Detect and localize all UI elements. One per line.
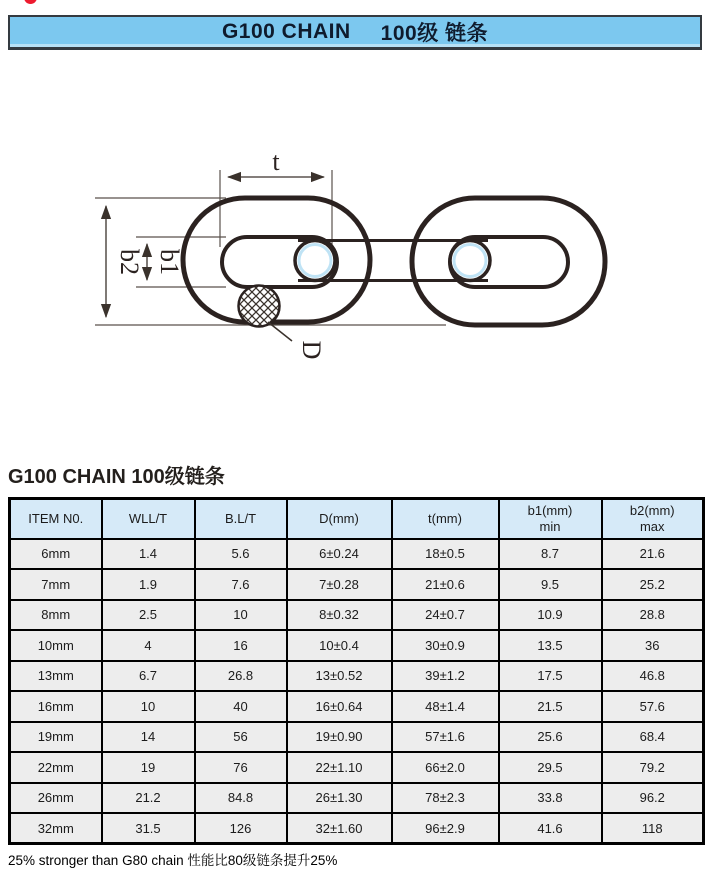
dim-label-d: D	[297, 340, 326, 360]
header-cell-wll	[102, 499, 195, 539]
table-cell: 32mm	[10, 813, 102, 844]
table-cell: 6mm	[10, 539, 102, 570]
table-cell: 39±1.2	[392, 661, 499, 692]
footer-note: 25% stronger than G80 chain 性能比80级链条提升25%	[8, 853, 338, 868]
table-cell: 8mm	[10, 600, 102, 631]
table-row	[10, 691, 704, 722]
table-cell: 21.2	[102, 783, 195, 814]
table-cell: 16mm	[10, 691, 102, 722]
table-row	[10, 630, 704, 661]
table-cell: 33.8	[499, 783, 602, 814]
table-cell: 78±2.3	[392, 783, 499, 814]
header-label: b2(mm)	[629, 502, 675, 518]
table-cell: 10.9	[499, 600, 602, 631]
banner-title-en: G100 CHAIN	[221, 20, 351, 43]
table-row	[10, 722, 704, 753]
table-cell: 21±0.6	[392, 569, 499, 600]
table-cell: 26.8	[195, 661, 287, 692]
header-cell-item	[10, 499, 102, 539]
table-cell: 18±0.5	[392, 539, 499, 570]
table-cell: 7mm	[10, 569, 102, 600]
table-cell: 30±0.9	[392, 630, 499, 661]
section-title: G100 CHAIN 100级链条	[8, 466, 225, 488]
table-row	[10, 752, 704, 783]
table-row	[10, 813, 704, 844]
header-label: D(mm)	[319, 510, 359, 526]
table-cell: 16±0.64	[287, 691, 392, 722]
header-cell-b2	[602, 499, 704, 539]
table-row	[10, 569, 704, 600]
table-cell: 48±1.4	[392, 691, 499, 722]
banner-title-zh: 100级 链条	[380, 22, 489, 45]
table-cell: 40	[195, 691, 287, 722]
table-cell: 41.6	[499, 813, 602, 844]
table-cell: 10mm	[10, 630, 102, 661]
table-cell: 10	[195, 600, 287, 631]
header-cell-b1	[499, 499, 602, 539]
table-cell: 19±0.90	[287, 722, 392, 753]
table-cell: 25.2	[602, 569, 704, 600]
table-cell: 36	[602, 630, 704, 661]
table-cell: 10	[102, 691, 195, 722]
header-sublabel: min	[539, 518, 561, 534]
table-cell: 25.6	[499, 722, 602, 753]
table-cell: 6±0.24	[287, 539, 392, 570]
table-cell: 31.5	[102, 813, 195, 844]
table-cell: 16	[195, 630, 287, 661]
table-row	[10, 539, 704, 570]
table-row	[10, 600, 704, 631]
table-cell: 8.7	[499, 539, 602, 570]
table-cell: 21.5	[499, 691, 602, 722]
logo-fragment	[24, 0, 37, 4]
page-banner	[8, 15, 702, 50]
table-cell: 84.8	[195, 783, 287, 814]
table-cell: 13.5	[499, 630, 602, 661]
table-cell: 68.4	[602, 722, 704, 753]
dim-label-t: t	[272, 147, 280, 176]
connector-end-right	[450, 241, 490, 281]
table-cell: 126	[195, 813, 287, 844]
table-cell: 13±0.52	[287, 661, 392, 692]
table-row	[10, 783, 704, 814]
header-cell-t	[392, 499, 499, 539]
table-cell: 28.8	[602, 600, 704, 631]
header-label: WLL/T	[128, 510, 168, 526]
table-cell: 96.2	[602, 783, 704, 814]
table-cell: 46.8	[602, 661, 704, 692]
table-cell: 76	[195, 752, 287, 783]
header-label: B.L/T	[224, 510, 257, 526]
table-cell: 57±1.6	[392, 722, 499, 753]
table-cell: 19mm	[10, 722, 102, 753]
header-cell-bl	[195, 499, 287, 539]
table-cell: 22mm	[10, 752, 102, 783]
table-cell: 19	[102, 752, 195, 783]
table-cell: 96±2.9	[392, 813, 499, 844]
wire-cross-section	[239, 286, 280, 327]
table-cell: 22±1.10	[287, 752, 392, 783]
table-cell: 1.4	[102, 539, 195, 570]
table-cell: 7±0.28	[287, 569, 392, 600]
table-cell: 14	[102, 722, 195, 753]
table-cell: 26±1.30	[287, 783, 392, 814]
table-cell: 24±0.7	[392, 600, 499, 631]
table-cell: 7.6	[195, 569, 287, 600]
header-cell-d	[287, 499, 392, 539]
right-link-outline	[412, 198, 605, 325]
table-cell: 5.6	[195, 539, 287, 570]
table-cell: 13mm	[10, 661, 102, 692]
table-cell: 8±0.32	[287, 600, 392, 631]
table-cell: 17.5	[499, 661, 602, 692]
spec-table	[8, 497, 705, 845]
table-cell: 79.2	[602, 752, 704, 783]
table-cell: 6.7	[102, 661, 195, 692]
table-cell: 29.5	[499, 752, 602, 783]
table-cell: 10±0.4	[287, 630, 392, 661]
header-label: t(mm)	[428, 510, 462, 526]
table-cell: 21.6	[602, 539, 704, 570]
table-cell: 57.6	[602, 691, 704, 722]
header-sublabel: max	[639, 518, 665, 534]
table-cell: 9.5	[499, 569, 602, 600]
dim-label-b1: b1	[155, 249, 184, 275]
table-cell: 32±1.60	[287, 813, 392, 844]
chain-diagram-svg	[0, 140, 710, 375]
dim-label-b2: b2	[115, 249, 144, 275]
connector-end-left	[295, 241, 335, 281]
table-cell: 66±2.0	[392, 752, 499, 783]
table-cell: 56	[195, 722, 287, 753]
header-label: ITEM N0.	[28, 510, 84, 526]
table-cell: 4	[102, 630, 195, 661]
table-cell: 26mm	[10, 783, 102, 814]
table-cell: 2.5	[102, 600, 195, 631]
table-cell: 1.9	[102, 569, 195, 600]
table-header-row	[10, 499, 704, 539]
table-cell: 118	[602, 813, 704, 844]
header-label: b1(mm)	[527, 502, 573, 518]
table-row	[10, 661, 704, 692]
